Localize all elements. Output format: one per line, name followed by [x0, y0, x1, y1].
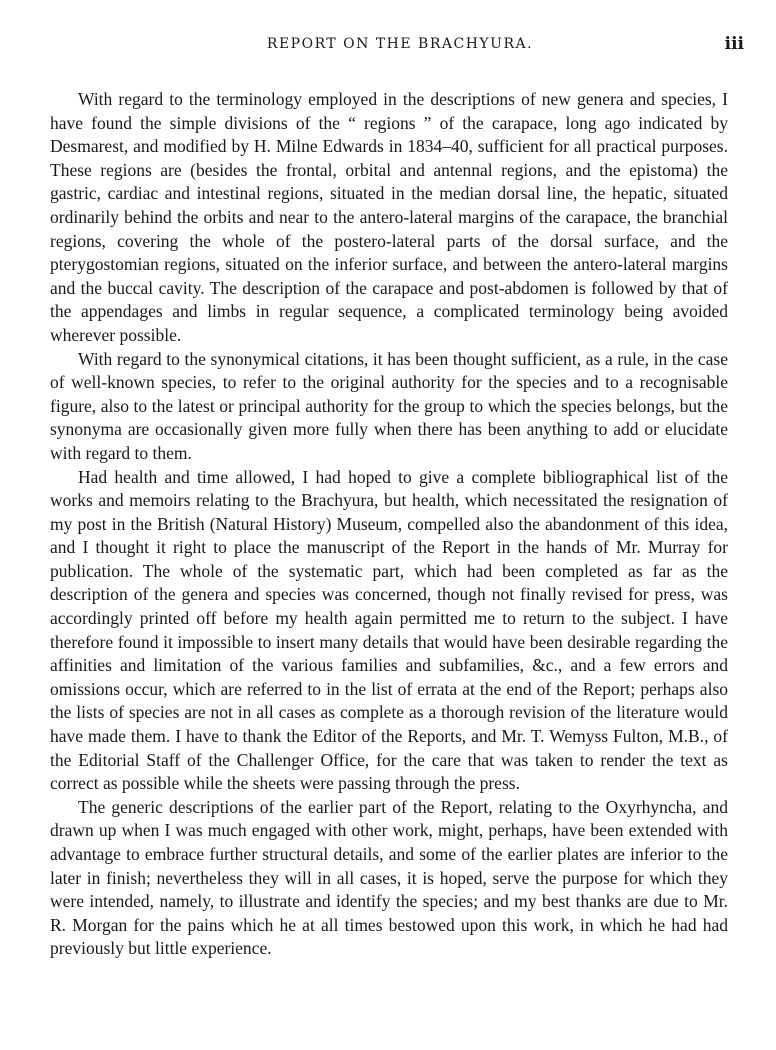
- running-head: [52, 36, 748, 60]
- page-number: iii: [724, 34, 744, 54]
- paragraph-synonymical-citations: With regard to the synonymical citations, it has been thought sufficient, as a rule, in the case of well-known species, to refer to the original authority for the species and to a recognisable figure, also to the latest or principal authority for the group to which the species belongs, but the synonyma are occasionally given more fully when there has been anything to add or elucidate with regard to them.: [50, 348, 728, 463]
- paragraph-terminology: With regard to the terminology employed in the descriptions of new genera and species, I have found the simple divisions of the “ regions ” of the carapace, long ago indicated by Desmarest, and modified by H. Milne Edwards in 1834–40, sufficient for all practical purposes. These regions are (besides the frontal, orbital and antennal regions, and the epistoma) the gastric, cardiac and intestinal regions, situated in the median dorsal line, the hepatic, situated ordinarily behind the orbits and near to the antero-lateral margins of the carapace, the branchial regions, covering the whole of the postero-lateral parts of the dorsal surface, and the pterygostomian regions, situated on the inferior surface, and between the antero-lateral margins and the buccal cavity. The description of the carapace and post-abdomen is followed by that of the appendages and limbs in regular sequence, a complicated terminology being avoided wherever possible.: [50, 89, 728, 345]
- running-title: REPORT ON THE BRACHYURA.: [266, 36, 534, 52]
- paragraph-bibliography: Had health and time allowed, I had hoped to give a complete bibliographical list of the works and memoirs relating to the Brachyura, but health, which necessitated the resignation of my post in the British (Natural History) Museum, compelled also the abandonment of this idea, and I thought it right to place the manuscript of the Report in the hands of Mr. Murray for publication. The whole of the systematic part, which had been completed as far as the description of the genera and species was concerned, though not finally revised for press, was accordingly printed off before my health again permitted me to return to the subject. I have therefore found it impossible to insert many details that would have been desirable regarding the affinities and limitation of the various families and subfamilies, &c., and a few errors and omissions occur, which are referred to in the list of errata at the end of the Report; perhaps also the lists of species are not in all cases as complete as a thorough revision of the literature would have made them. I have to thank the Editor of the Reports, and Mr. T. Wemyss Fulton, M.B., of the Editorial Staff of the Challenger Office, for the care that was taken to render the text as correct as possible while the sheets were passing through the press.: [50, 466, 728, 794]
- paragraph-generic-descriptions: The generic descriptions of the earlier part of the Report, relating to the Oxyrhyncha, and drawn up when I was much engaged with other work, might, perhaps, have been extended with advantage to embrace further structural details, and some of the earlier plates are inferior to the later in finish; nevertheless they will in all cases, it is hoped, serve the purpose for which they were intended, namely, to illustrate and identify the species; and my best thanks are due to Mr. R. Morgan for the pains which he at all times bestowed upon this work, in which he had had previously but little experience.: [50, 796, 728, 959]
- body-text: [50, 88, 728, 961]
